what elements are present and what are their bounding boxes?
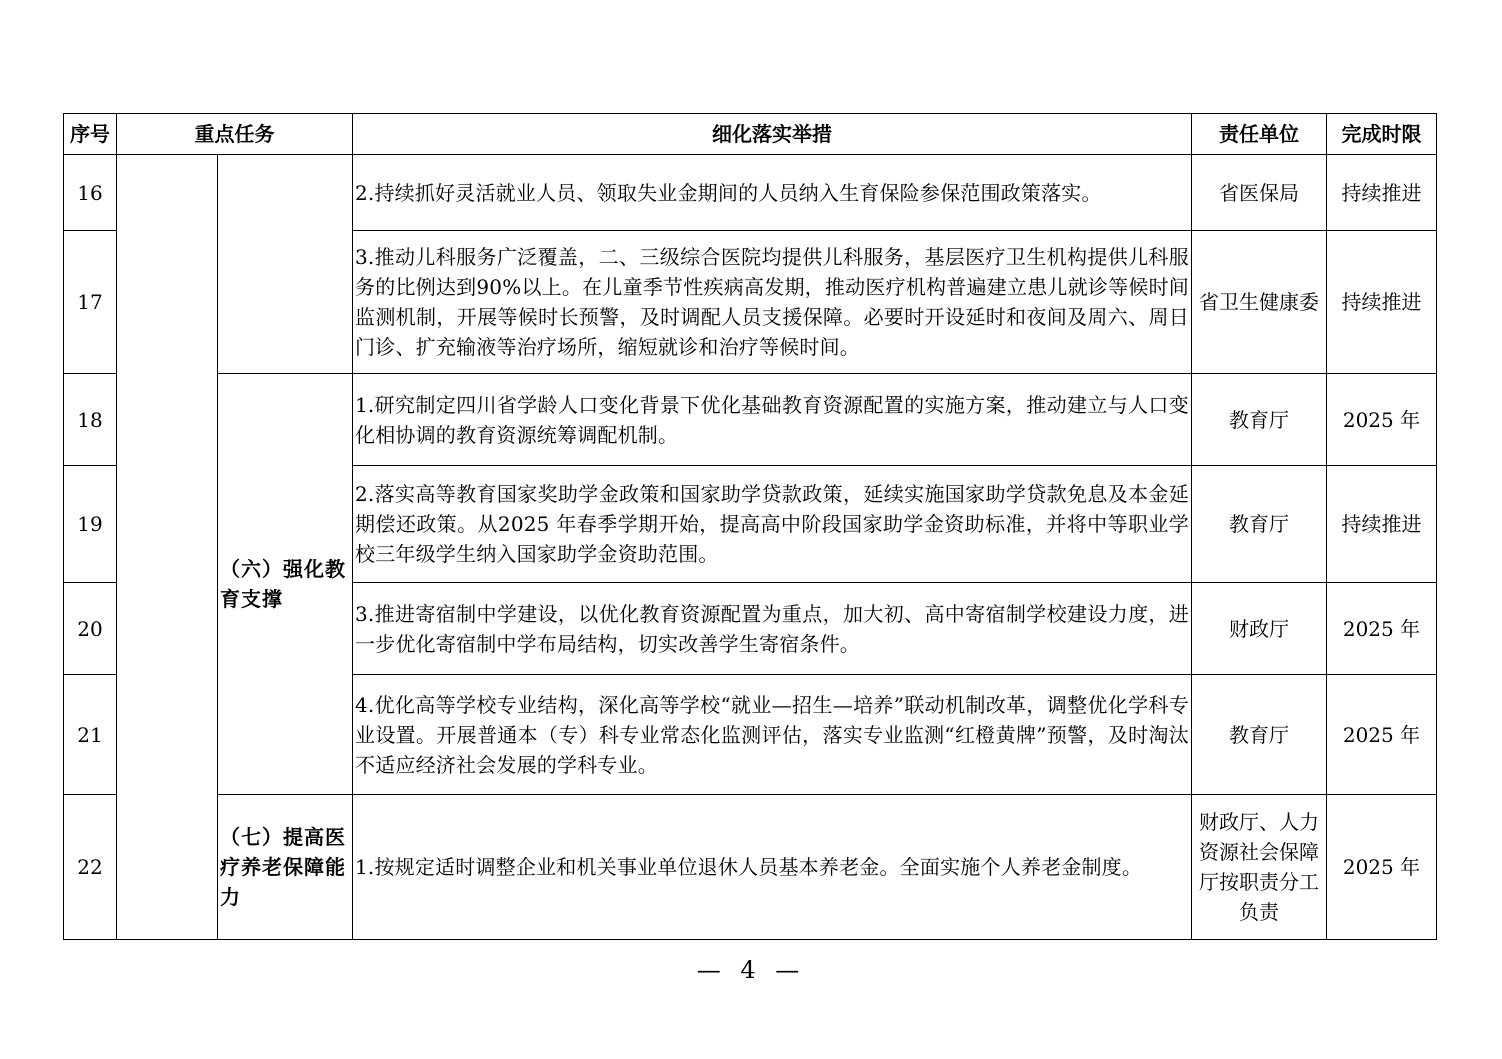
row-measure: 3.推动儿科服务广泛覆盖，二、三级综合医院均提供儿科服务，基层医疗卫生机构提供儿科服务的比例达到90%以上。在儿童季节性疾病高发期，推动医疗机构普遍建立患儿就诊等候时间监测机制，开展等候时长预警，及时调配人员支援保障。必要时开设延时和夜间及周六、周日门诊、扩充输液等治疗场所，缩短就诊和治疗等候时间。 (353, 231, 1192, 374)
row-seq: 16 (64, 155, 117, 231)
row-measure: 4.优化高等学校专业结构，深化高等学校“就业—招生—培养”联动机制改革，调整优化学科专业设置。开展普通本（专）科专业常态化监测评估，落实专业监测“红橙黄牌”预警，及时淘汰不适应经济社会发展的学科专业。 (353, 675, 1192, 795)
row-measure: 3.推进寄宿制中学建设，以优化教育资源配置为重点，加大初、高中寄宿制学校建设力度，进一步优化寄宿制中学布局结构，切实改善学生寄宿条件。 (353, 583, 1192, 675)
task-category-cell (117, 155, 218, 940)
row-unit: 省医保局 (1192, 155, 1327, 231)
row-deadline: 2025 年 (1327, 374, 1437, 466)
row-measure: 2.落实高等教育国家奖助学金政策和国家助学贷款政策，延续实施国家助学贷款免息及本金延期偿还政策。从2025 年春季学期开始，提高高中阶段国家助学金资助标准，并将中等职业学校三年级学生纳入国家助学金资助范围。 (353, 466, 1192, 583)
row-deadline: 持续推进 (1327, 466, 1437, 583)
task-subcategory-cell (218, 155, 353, 374)
row-measure: 2.持续抓好灵活就业人员、领取失业金期间的人员纳入生育保险参保范围政策落实。 (353, 155, 1192, 231)
row-measure: 1.按规定适时调整企业和机关事业单位退休人员基本养老金。全面实施个人养老金制度。 (353, 795, 1192, 940)
row-unit: 教育厅 (1192, 675, 1327, 795)
header-seq: 序号 (64, 114, 117, 155)
row-seq: 22 (64, 795, 117, 940)
row-deadline: 持续推进 (1327, 155, 1437, 231)
row-unit: 省卫生健康委 (1192, 231, 1327, 374)
row-seq: 17 (64, 231, 117, 374)
header-task: 重点任务 (117, 114, 353, 155)
row-measure: 1.研究制定四川省学龄人口变化背景下优化基础教育资源配置的实施方案，推动建立与人口变化相协调的教育资源统筹调配机制。 (353, 374, 1192, 466)
task-education: （六）强化教育支撑 (218, 374, 353, 795)
header-measure: 细化落实举措 (353, 114, 1192, 155)
task-security: （七）提高医疗养老保障能力 (218, 795, 353, 940)
table-row (64, 155, 1437, 231)
row-unit: 教育厅 (1192, 466, 1327, 583)
task-table (63, 113, 1437, 940)
table-row (64, 374, 1437, 466)
row-unit: 教育厅 (1192, 374, 1327, 466)
row-seq: 21 (64, 675, 117, 795)
header-row (64, 114, 1437, 155)
page-number: — 4 — (696, 956, 806, 984)
row-unit: 财政厅、人力资源社会保障厅按职责分工负责 (1192, 795, 1327, 940)
row-deadline: 2025 年 (1327, 675, 1437, 795)
row-deadline: 2025 年 (1327, 795, 1437, 940)
row-seq: 19 (64, 466, 117, 583)
table-row (64, 795, 1437, 940)
header-deadline: 完成时限 (1327, 114, 1437, 155)
row-seq: 20 (64, 583, 117, 675)
row-unit: 财政厅 (1192, 583, 1327, 675)
header-unit: 责任单位 (1192, 114, 1327, 155)
row-seq: 18 (64, 374, 117, 466)
row-deadline: 2025 年 (1327, 583, 1437, 675)
row-deadline: 持续推进 (1327, 231, 1437, 374)
